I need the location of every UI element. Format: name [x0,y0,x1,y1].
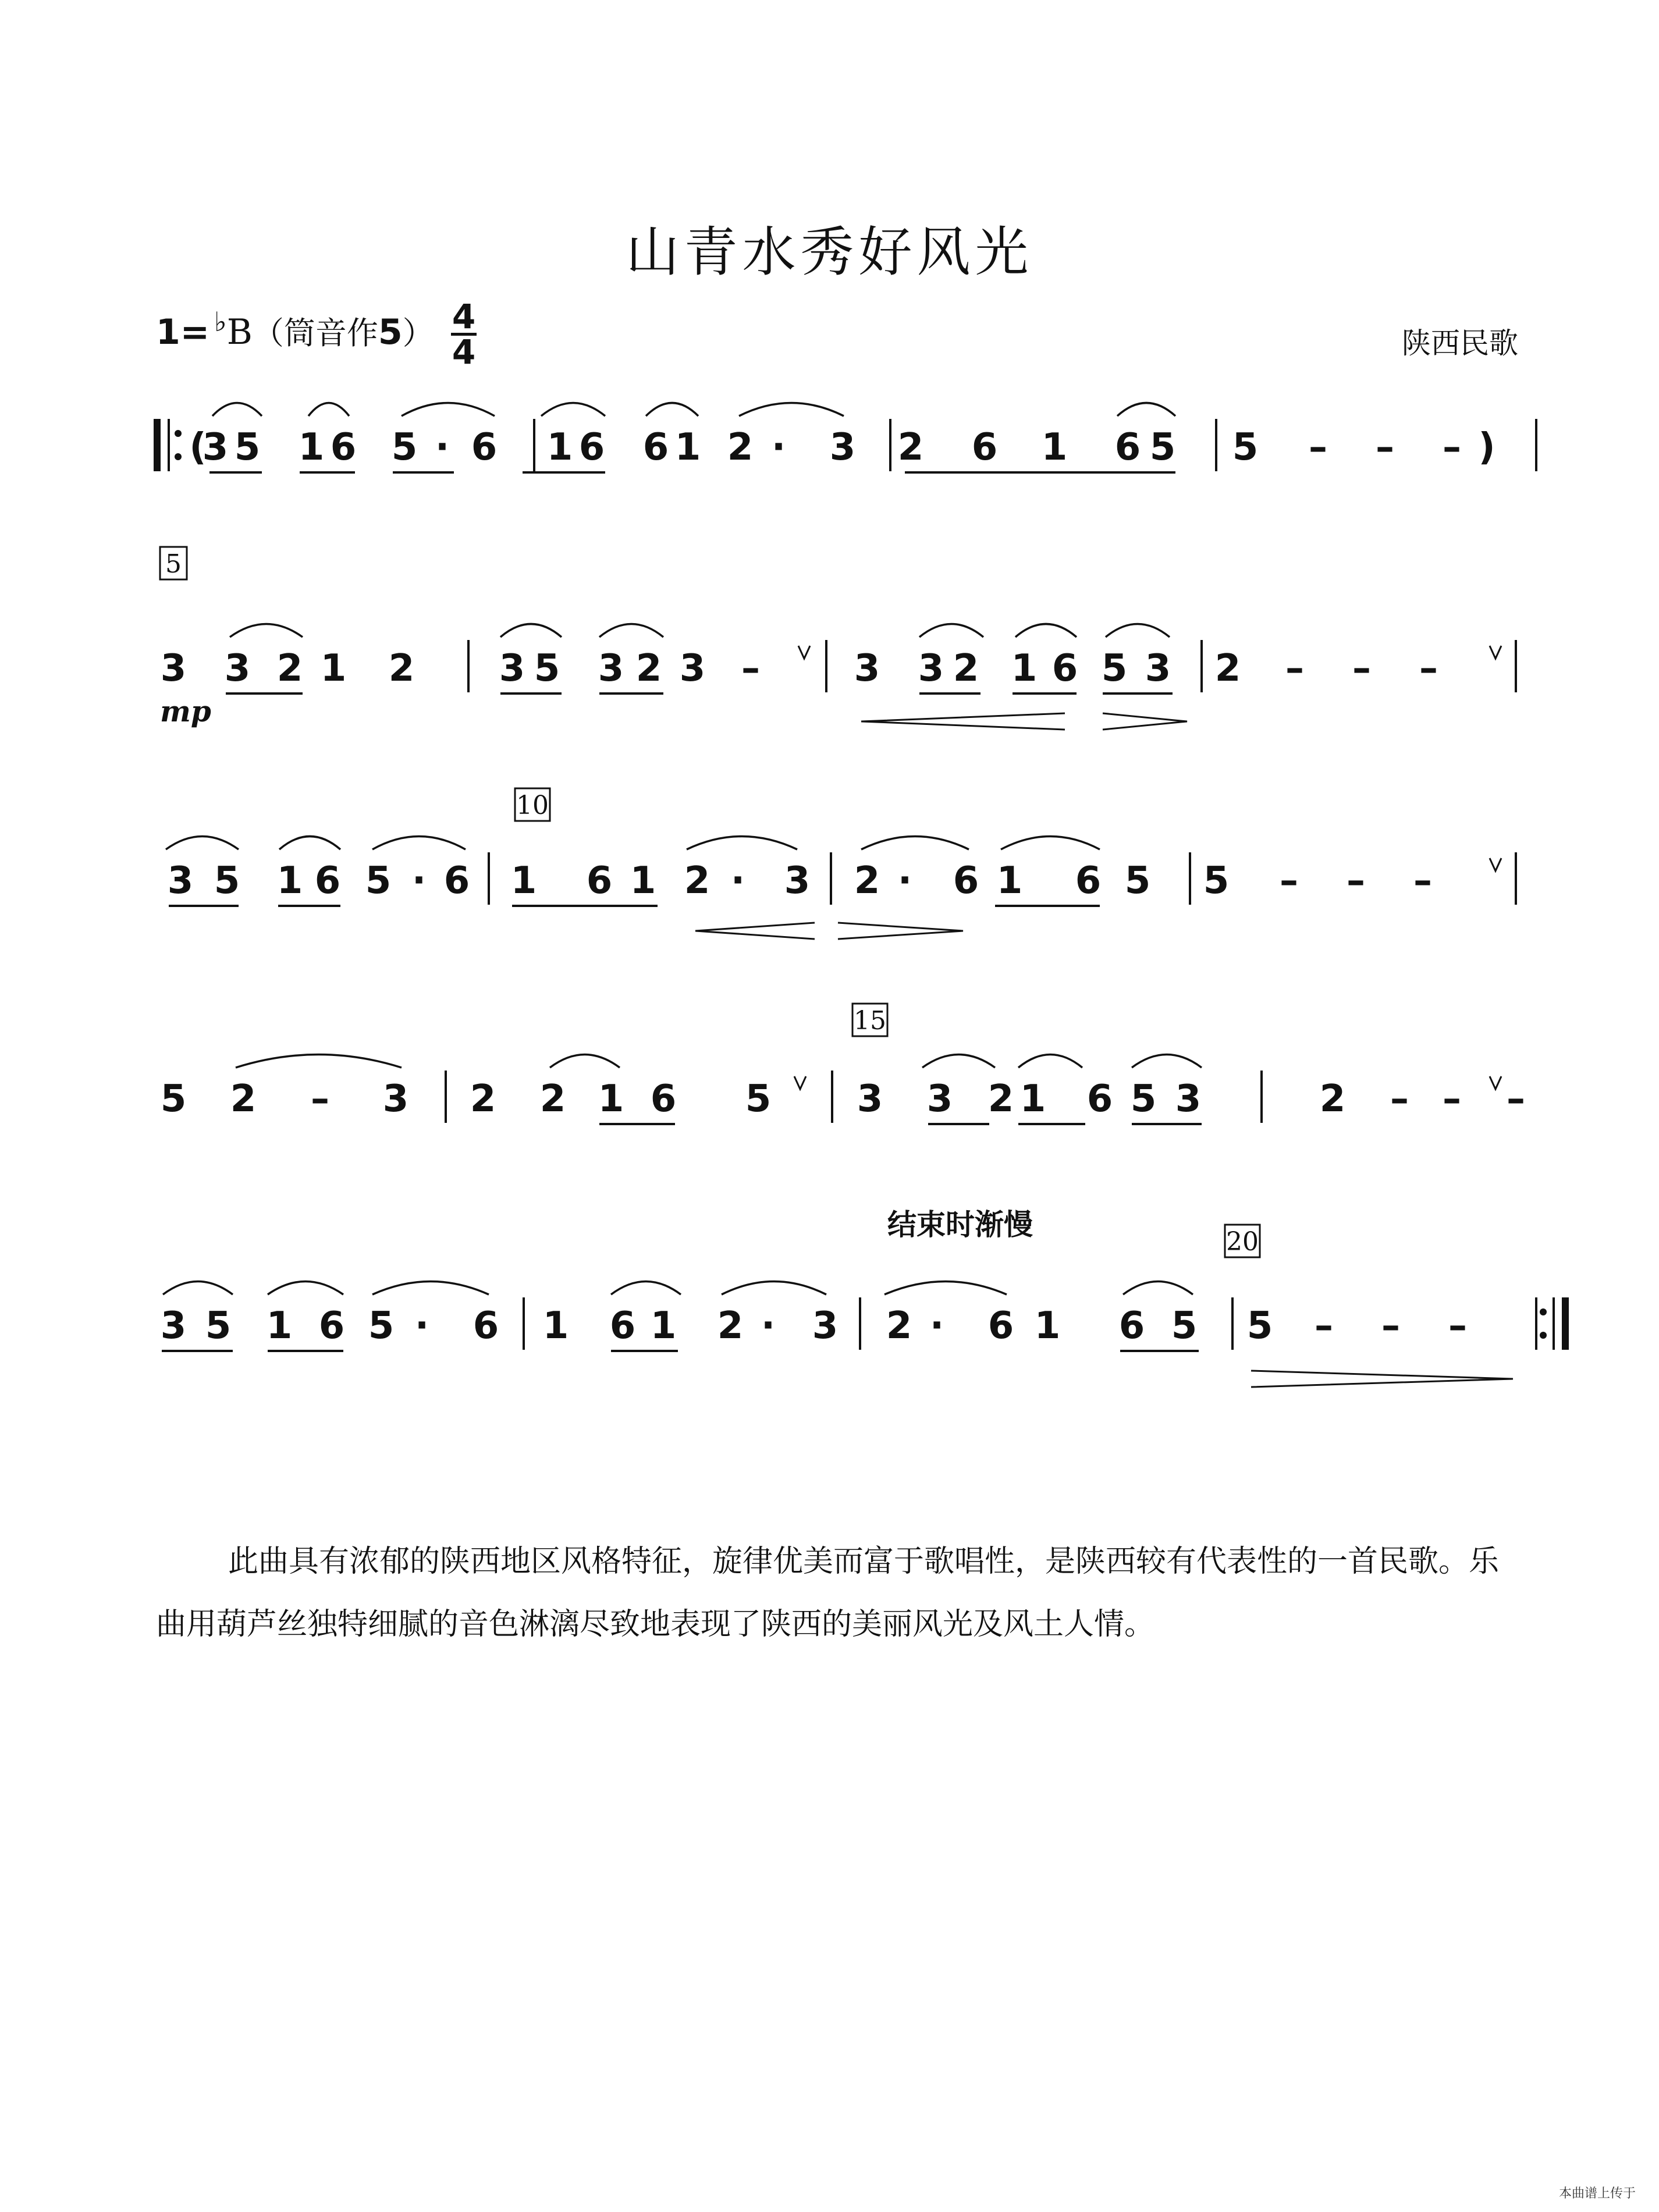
note-digit: 6 [473,1304,499,1347]
slur [922,1055,995,1068]
measure-number: 15 [854,1006,886,1036]
dash-extension: – [1315,1304,1333,1347]
note-digit: 6 [1075,859,1102,902]
page-title: 山青水秀好风光 [626,221,1033,283]
note-digit: 5 [160,1077,187,1121]
dash-extension: – [1285,647,1304,690]
note-digit: 1 [510,859,537,902]
slur [212,403,262,417]
diminuendo-hairpin [1103,713,1187,730]
dash-extension: – [1443,1077,1461,1121]
note-digit: 5 [745,1077,772,1121]
slur [884,1282,1007,1295]
note-digit: 3 [160,647,187,690]
slur [402,403,495,417]
key-tube-note: 5 [378,312,403,353]
note-digit: 5 [1232,426,1259,469]
note-digit: 6 [586,859,613,902]
footer-text: 本曲谱上传于 [1558,2186,1636,2201]
slur [372,1282,489,1295]
note-digit: ) [1478,426,1495,469]
key-tube-text: （筒音作 [252,315,378,351]
repeat-dot [175,430,182,437]
note-digit: 2 [897,426,924,469]
note-digit: 6 [330,426,357,469]
slur [236,1055,402,1068]
note-digit: · [897,859,912,902]
note-digit: 3 [224,647,251,690]
note-digit: 3 [499,647,525,690]
dash-extension: – [1376,426,1394,469]
note-digit: 1 [1041,426,1068,469]
note-digit: 5 [205,1304,232,1347]
note-digit: 5 [234,426,261,469]
note-digit: 5 [368,1304,395,1347]
dash-extension: – [1280,859,1298,902]
dash-extension: – [1507,1077,1525,1121]
note-digit: 5 [1171,1304,1198,1347]
slur [687,837,797,850]
slur [611,1282,681,1295]
slur [541,403,605,417]
note-digit: 5 [1246,1304,1273,1347]
slur [1117,403,1175,417]
note-digit: 2 [230,1077,257,1121]
dash-extension: – [741,647,760,690]
note-digit: 3 [1175,1077,1202,1121]
note-digit: · [761,1304,776,1347]
breath-mark [1490,1076,1501,1089]
note-digit: 1 [542,1304,569,1347]
note-digit: 1 [1034,1304,1061,1347]
slur [1015,624,1077,638]
note-digit: 6 [318,1304,345,1347]
dash-extension: – [1390,1077,1409,1121]
note-digit: 2 [854,859,880,902]
note-digit: 3 [679,647,706,690]
dash-extension: – [1443,426,1461,469]
measure-number: 5 [165,549,182,579]
note-digit: 1 [1011,647,1038,690]
note-digit: 5 [391,426,418,469]
note-digit: · [435,426,450,469]
note-digit: 6 [1086,1077,1113,1121]
note-digit: 3 [1145,647,1171,690]
flat-sign: ♭ [214,306,227,337]
diminuendo-hairpin [1251,1371,1513,1387]
note-digit: 3 [829,426,856,469]
repeat-dot [1540,1308,1547,1315]
slur [1018,1055,1082,1068]
repeat-dot [1540,1332,1547,1339]
note-digit: 2 [684,859,711,902]
slur [268,1282,343,1295]
note-digit: 6 [609,1304,636,1347]
note-digit: 3 [202,426,229,469]
slur [1132,1055,1202,1068]
slur [861,837,969,850]
note-digit: 3 [854,647,880,690]
note-digit: 3 [812,1304,839,1347]
key-close: ） [402,315,434,351]
dash-extension: – [1381,1304,1400,1347]
slur [500,624,562,638]
note-digit: 3 [784,859,811,902]
note-digit: · [411,859,427,902]
note-digit: 3 [160,1304,187,1347]
note-digit: 2 [470,1077,496,1121]
slur [722,1282,826,1295]
note-digit: 2 [635,647,662,690]
breath-mark [794,1076,806,1089]
note-digit: 2 [1214,647,1241,690]
note-digit: 6 [1114,426,1141,469]
note-digit: 6 [650,1077,677,1121]
crescendo-hairpin [695,923,815,939]
dash-extension: – [1413,859,1432,902]
note-digit: 6 [471,426,498,469]
note-digit: 2 [727,426,754,469]
breath-mark [1490,858,1501,871]
note-digit: · [929,1304,944,1347]
tempo-annotation: 结束时渐慢 [887,1208,1033,1242]
composer-label: 陕西民歌 [1402,326,1518,360]
slur [550,1055,620,1068]
note-digit: 6 [953,859,979,902]
diminuendo-hairpin [838,923,963,939]
repeat-dot [175,453,182,460]
key-prefix: 1= [156,312,210,353]
note-digit: 5 [1130,1077,1157,1121]
note-digit: 6 [578,426,605,469]
note-digit: 6 [971,426,998,469]
note-digit: 2 [388,647,415,690]
dash-extension: – [1347,859,1365,902]
slur [166,837,239,850]
note-digit: 5 [1124,859,1151,902]
note-digit: 3 [857,1077,883,1121]
note-digit: 1 [320,647,347,690]
breath-mark [798,646,810,659]
note-digit: 6 [443,859,470,902]
note-digit: 1 [298,426,325,469]
slur [1001,837,1100,850]
slur [739,403,844,417]
note-digit: 6 [642,426,669,469]
note-digit: 5 [1203,859,1230,902]
note-digit: 2 [886,1304,912,1347]
slur [1123,1282,1193,1295]
note-digit: 5 [1101,647,1128,690]
note-digit: 3 [167,859,194,902]
dash-extension: – [1448,1304,1467,1347]
note-digit: 5 [365,859,392,902]
note-digit: 1 [996,859,1023,902]
dash-extension: – [1352,647,1371,690]
note-digit: 5 [214,859,240,902]
note-digit: 1 [266,1304,293,1347]
dash-extension: – [1309,426,1327,469]
note-digit: 2 [1319,1077,1346,1121]
note-digit: 6 [987,1304,1014,1347]
note-digit: 3 [918,647,944,690]
note-digit: 3 [598,647,624,690]
note-digit: 1 [630,859,656,902]
note-digit: 1 [546,426,573,469]
slur [230,624,303,638]
dash-extension: – [311,1077,329,1121]
slur [163,1282,233,1295]
breath-mark [1490,646,1501,659]
slur [599,624,663,638]
slur [646,403,698,417]
note-digit: 5 [534,647,560,690]
note-digit: 6 [314,859,341,902]
note-digit: · [730,859,745,902]
crescendo-hairpin [861,713,1065,730]
note-digit: 1 [276,859,303,902]
note-digit: · [414,1304,429,1347]
time-top: 4 [452,297,476,336]
note-digit: 2 [953,647,979,690]
note-digit: 2 [539,1077,566,1121]
slur [372,837,466,850]
note-digit: 3 [382,1077,409,1121]
note-digit: 6 [1118,1304,1145,1347]
note-digit: 2 [987,1077,1014,1121]
description-text: 此曲具有浓郁的陕西地区风格特征，旋律优美而富于歌唱性，是陕西较有代表性的一首民歌。乐曲用葫芦丝独特细腻的音色淋漓尽致地表现了陕西的美丽风光及风土人情。 [156,1544,1500,1642]
dynamic-marking: mp [160,694,211,728]
note-digit: 1 [1019,1077,1046,1121]
dash-extension: – [1419,647,1438,690]
note-digit: 1 [598,1077,624,1121]
note-digit: 2 [717,1304,744,1347]
note-digit: ( [189,426,207,469]
slur [1106,624,1170,638]
slur [308,403,349,417]
note-digit: 6 [1051,647,1078,690]
slur [919,624,983,638]
note-digit: 2 [276,647,303,690]
slur [279,837,340,850]
measure-number: 20 [1226,1227,1259,1257]
note-digit: · [771,426,786,469]
note-digit: 1 [674,426,701,469]
time-bottom: 4 [452,332,476,372]
note-digit: 1 [650,1304,677,1347]
key-note: B [226,312,253,353]
note-digit: 5 [1149,426,1176,469]
note-digit: 3 [926,1077,953,1121]
measure-number: 10 [516,791,549,820]
